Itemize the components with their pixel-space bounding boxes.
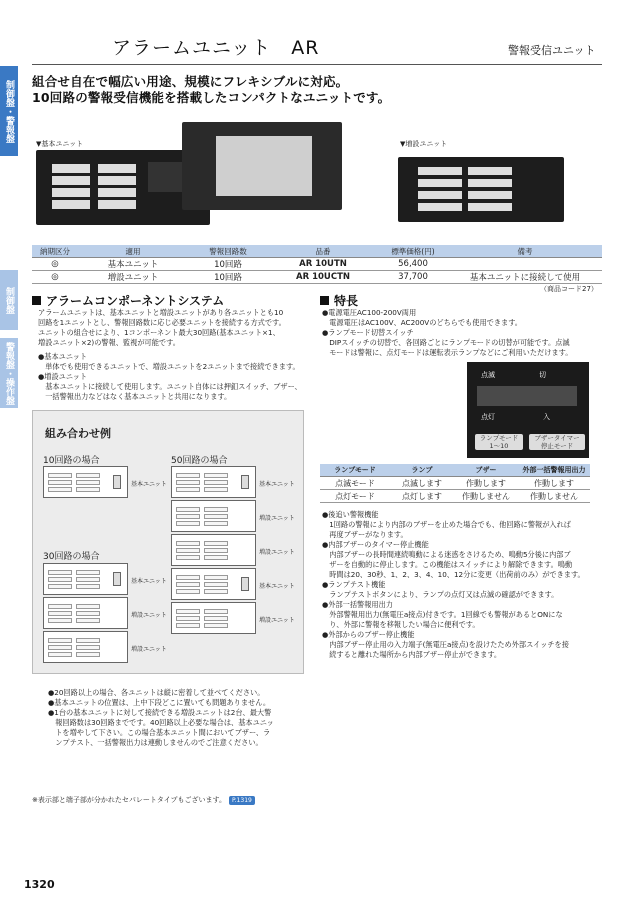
spec-header: 品番: [268, 245, 378, 258]
extension-unit-label: 増設ユニット: [131, 612, 167, 619]
delivery-cell: ◎: [32, 271, 78, 284]
application-cell: 基本ユニット: [78, 258, 188, 271]
delivery-cell: ◎: [32, 258, 78, 271]
extension-unit-diagram: [43, 631, 128, 663]
extension-unit-label: 増設ユニット: [131, 646, 167, 653]
basic-unit-caption: ▼基本ユニット: [36, 140, 84, 148]
table-row: [32, 258, 602, 271]
part-number-cell: AR 10UTN: [268, 258, 378, 271]
extension-unit-diagram: [171, 602, 256, 634]
mode-cell: 点滅モード: [320, 477, 390, 490]
output-cell: 作動しません: [518, 490, 590, 503]
spec-header: 警報回路数: [188, 245, 268, 258]
extension-unit-diagram: [171, 534, 256, 566]
dip-switch-block: [477, 386, 577, 406]
basic-unit-diagram: [43, 466, 128, 498]
spec-header: 納期区分: [32, 245, 78, 258]
side-tab-control-panel[interactable]: [0, 270, 18, 330]
dip-switch-photo: [467, 362, 589, 458]
extension-unit-diagram: [171, 500, 256, 532]
spec-header: 適用: [78, 245, 188, 258]
extension-unit-label: 増設ユニット: [259, 515, 295, 522]
lead-line-2: 10回路の警報受信機能を搭載したコンパクトなユニットです。: [32, 90, 391, 105]
page-subtitle: 警報受信ユニット: [508, 44, 596, 57]
square-bullet-icon: [320, 296, 329, 305]
basic-unit-diagram: [171, 568, 256, 600]
side-tab-label: 制御盤・警報盤: [4, 79, 14, 143]
side-tab-label: 警報盤・操作盤: [4, 341, 14, 405]
extension-unit-photo: [398, 157, 564, 222]
mode-header: ランプモード: [320, 464, 390, 477]
circuits-cell: 10回路: [188, 258, 268, 271]
combination-notes: ●20回路以上の場合、各ユニットは縦に密着して並べてください。 ●基本ユニットの位置は、上中下段どこに置いても問題ありません。 ●1台の基本ユニットに対して接続できる増設ユニットは2台、最大警 報回路数は30回路までです。40回路以上必要な場合は、基本ユニッ トを増やして下さい。この場合基本ユニット間においてブザー、ラ ンプテスト、一括警報出力は連動しませんのでご注意ください。: [48, 688, 274, 747]
lamp-cell: 点灯します: [390, 490, 454, 503]
lit-label: 点灯: [481, 413, 495, 421]
case-10-label: 10回路の場合: [43, 456, 100, 466]
buzzer-cell: 作動します: [454, 477, 518, 490]
basic-unit-label: 基本ユニット: [259, 583, 295, 590]
buzzer-cell: 作動しません: [454, 490, 518, 503]
basic-unit-label: 基本ユニット: [131, 578, 167, 585]
spec-table: [32, 245, 602, 284]
case-30-label: 30回路の場合: [43, 552, 100, 562]
application-cell: 増設ユニット: [78, 271, 188, 284]
case-50-label: 50回路の場合: [171, 456, 228, 466]
separate-type-footnote: ※表示部と端子部が分かれたセパレートタイプもございます。 P.1319: [32, 795, 255, 805]
lamp-mode-tag: ランプモード 1～10: [475, 434, 523, 450]
features-list: ●電源電圧AC100-200V両用 電源電圧はAC100V、AC200Vのどちらでも使用できます。 ●ランプモード切替スイッチ DIPスイッチの切替で、各回路ごとにランプモードの切替が可能です。点滅 モードは警報に、点灯モードは運転表示ランプなどにご利用いただけます。: [322, 308, 573, 357]
extension-unit-diagram: [43, 597, 128, 629]
output-cell: 作動します: [518, 477, 590, 490]
extension-unit-label: 増設ユニット: [259, 549, 295, 556]
spec-header: 標準価格(円): [378, 245, 448, 258]
mode-cell: 点灯モード: [320, 490, 390, 503]
side-tab-label: 制御盤: [4, 286, 14, 314]
basic-unit-label: 基本ユニット: [259, 481, 295, 488]
extension-unit-label: 増設ユニット: [259, 617, 295, 624]
lamp-cell: 点滅します: [390, 477, 454, 490]
features-section-title: 特長: [320, 292, 358, 309]
side-tab-alarm-operation-panel[interactable]: [0, 338, 18, 408]
system-section-title: アラームコンポーネントシステム: [32, 292, 224, 309]
blink-label: 点滅: [481, 371, 495, 379]
off-label: 切: [539, 371, 546, 379]
price-cell: 37,700: [378, 271, 448, 284]
mode-header: ブザー: [454, 464, 518, 477]
system-unit-list: ●基本ユニット 単体でも使用できるユニットで、増設ユニットを2ユニットまで接続できます。 ●増設ユニット 基本ユニットに接続して使用します。ユニット自体には押釦スイッチ、ブザー、 一括警報出力などはなく基本ユニットと共用になります。: [38, 352, 302, 401]
table-row: [320, 490, 590, 503]
table-row: [320, 477, 590, 490]
basic-unit-diagram: [43, 563, 128, 595]
buzzer-timer-tag: ブザータイマー 停止モード: [529, 434, 585, 450]
table-row: [32, 271, 602, 284]
remarks-cell: [448, 258, 602, 271]
basic-unit-diagram: [171, 466, 256, 498]
page-title: アラームユニット AR: [112, 37, 320, 59]
part-number-cell: AR 10UCTN: [268, 271, 378, 284]
product-code-note: （商品コード27）: [540, 285, 598, 293]
extension-unit-caption: ▼増設ユニット: [400, 140, 448, 148]
spec-header: 備考: [448, 245, 602, 258]
lamp-mode-table: [320, 464, 590, 503]
combination-example-panel: [32, 410, 304, 674]
page-number: 1320: [24, 878, 55, 891]
features-list-continued: ●後追い警報機能 1回路の警報により内部のブザーを止めた場合でも、他回路に警報が入れば 再度ブザーがなります。 ●内部ブザーのタイマー停止機能 内部ブザーの長時間連続鳴動による迷惑をさけるため、鳴動5分後に内部ブ ザーを自動的に停止します。この機能はスイッチにより解除できます。鳴動 時間は20、30秒、1、2、3、4、10、12分に変更（出荷前のみ）ができます。 ●ランプテスト機能 ランプテストボタンにより、ランプの点灯又は点滅の確認ができます。 ●外部一括警報用出力 外部警報用出力(無電圧a接点)付きです。1回線でも警報があるとONにな り、外部に警報を移報したい場合に便利です。 ●外部からのブザー停止機能 内部ブザー停止用の入力端子(無電圧a接点)を設けたため外部スイッチを接 続すると離れた場所から内部ブザー停止ができます。: [322, 510, 585, 659]
lead-line-1: 組合せ自在で幅広い用途、規模にフレキシブルに対応。: [32, 74, 349, 89]
price-cell: 56,400: [378, 258, 448, 271]
header-divider: [32, 64, 602, 65]
circuits-cell: 10回路: [188, 271, 268, 284]
basic-unit-label: 基本ユニット: [131, 481, 167, 488]
page-reference-link[interactable]: P.1319: [229, 796, 255, 805]
combination-title: 組み合わせ例: [45, 427, 111, 440]
square-bullet-icon: [32, 296, 41, 305]
mode-header: ランプ: [390, 464, 454, 477]
on-label: 入: [543, 413, 550, 421]
basic-unit-rear-photo: [182, 122, 342, 210]
side-tab-control-alarm-panel[interactable]: [0, 66, 18, 156]
system-description: アラームユニットは、基本ユニットと増設ユニットがあり各ユニットとも10 回路を1ユニットとし、警報回路数に応じ必要ユニットを接続する方式です。 ユニットの組合せにより、1コンポーネント最大30回路(基本ユニット×1、 増設ユニット×2)の警報、監視が可能です。: [38, 308, 286, 347]
mode-header: 外部一括警報用出力: [518, 464, 590, 477]
remarks-cell: 基本ユニットに接続して使用: [448, 271, 602, 284]
